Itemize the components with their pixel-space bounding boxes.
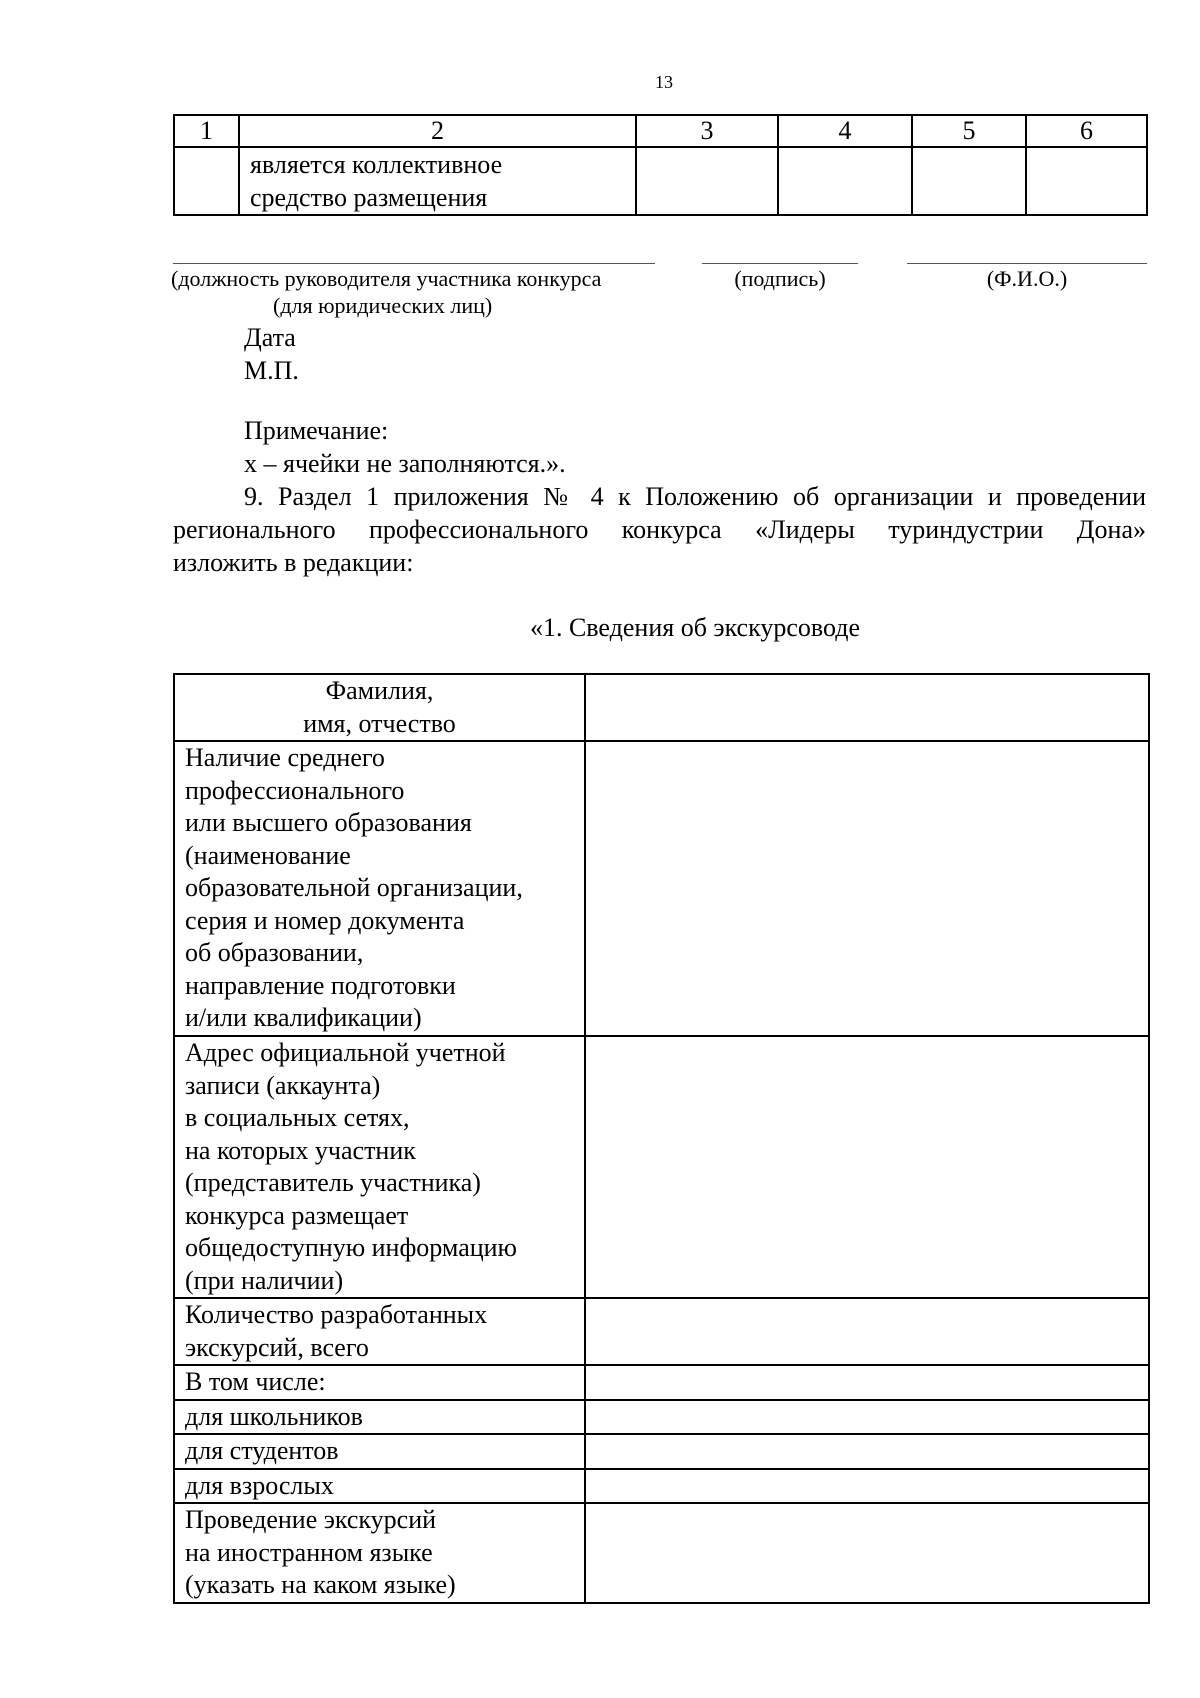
column-header: 5 bbox=[912, 115, 1026, 147]
column-header: 2 bbox=[239, 115, 636, 147]
table-cell bbox=[1026, 147, 1147, 215]
row-value bbox=[585, 741, 1149, 1036]
row-label: для школьников bbox=[174, 1400, 585, 1435]
row-label: В том числе: bbox=[174, 1365, 585, 1400]
stamp-label: М.П. bbox=[244, 356, 299, 385]
paragraph-line: регионального профессионального конкурса «Лидеры туриндустрии Дона» bbox=[173, 515, 1146, 544]
note-title: Примечание: bbox=[244, 416, 389, 445]
table-row bbox=[174, 1434, 1149, 1469]
note-text: х – ячейки не заполняются.». bbox=[244, 449, 566, 478]
table-row bbox=[174, 1400, 1149, 1435]
date-label: Дата bbox=[244, 323, 296, 352]
table-row bbox=[174, 1503, 1149, 1603]
row-label: Фамилия, имя, отчество bbox=[174, 674, 585, 741]
column-header: 4 bbox=[778, 115, 912, 147]
table-row bbox=[174, 1469, 1149, 1504]
row-value bbox=[585, 1469, 1149, 1504]
signature-label: (подпись) bbox=[734, 266, 826, 291]
row-label: Адрес официальной учетной записи (аккаунта) в социальных сетях, на которых участник (представитель участника) конкурса размещает общедоступную информацию (при наличии) bbox=[174, 1036, 585, 1298]
row-label: Количество разработанных экскурсий, всего bbox=[174, 1298, 585, 1365]
table-cell bbox=[912, 147, 1026, 215]
table-row bbox=[174, 741, 1149, 1036]
table-row bbox=[174, 1365, 1149, 1400]
page-number: 13 bbox=[655, 72, 673, 92]
row-value bbox=[585, 1298, 1149, 1365]
position-label: (должность руководителя участника конкурса bbox=[171, 266, 602, 291]
row-value bbox=[585, 674, 1149, 741]
table-cell bbox=[636, 147, 778, 215]
paragraph-line: 9. Раздел 1 приложения № 4 к Положению об организации и проведении bbox=[244, 482, 1146, 511]
name-label: (Ф.И.О.) bbox=[986, 266, 1068, 291]
row-value bbox=[585, 1400, 1149, 1435]
row-label: Наличие среднего профессионального или высшего образования (наименование образовательной организации, серия и номер документа об образовании, направление подготовки и/или квалификации) bbox=[174, 741, 585, 1036]
table-row bbox=[174, 147, 1147, 215]
column-header: 6 bbox=[1026, 115, 1147, 147]
column-header: 3 bbox=[636, 115, 778, 147]
position-signature-line bbox=[173, 263, 655, 264]
table-row bbox=[174, 674, 1149, 741]
paragraph-line: изложить в редакции: bbox=[173, 548, 414, 577]
row-label: Проведение экскурсий на иностранном языке (указать на каком языке) bbox=[174, 1503, 585, 1603]
table-cell bbox=[778, 147, 912, 215]
signature-line bbox=[702, 263, 858, 264]
guide-info-table bbox=[173, 673, 1150, 1604]
section-title: «1. Сведения об экскурсоводе bbox=[529, 613, 861, 642]
table-row bbox=[174, 1298, 1149, 1365]
table-cell bbox=[174, 147, 239, 215]
table-header-row bbox=[174, 115, 1147, 147]
table-row bbox=[174, 1036, 1149, 1298]
position-label-sub: (для юридических лиц) bbox=[273, 293, 493, 318]
row-label: для студентов bbox=[174, 1434, 585, 1469]
amendment-paragraph bbox=[173, 480, 1146, 579]
row-value bbox=[585, 1434, 1149, 1469]
table-cell: является коллективное средство размещения bbox=[239, 147, 636, 215]
column-header: 1 bbox=[174, 115, 239, 147]
row-label: для взрослых bbox=[174, 1469, 585, 1504]
row-value bbox=[585, 1365, 1149, 1400]
continued-table bbox=[173, 114, 1148, 216]
row-value bbox=[585, 1503, 1149, 1603]
name-signature-line bbox=[907, 263, 1147, 264]
row-value bbox=[585, 1036, 1149, 1298]
